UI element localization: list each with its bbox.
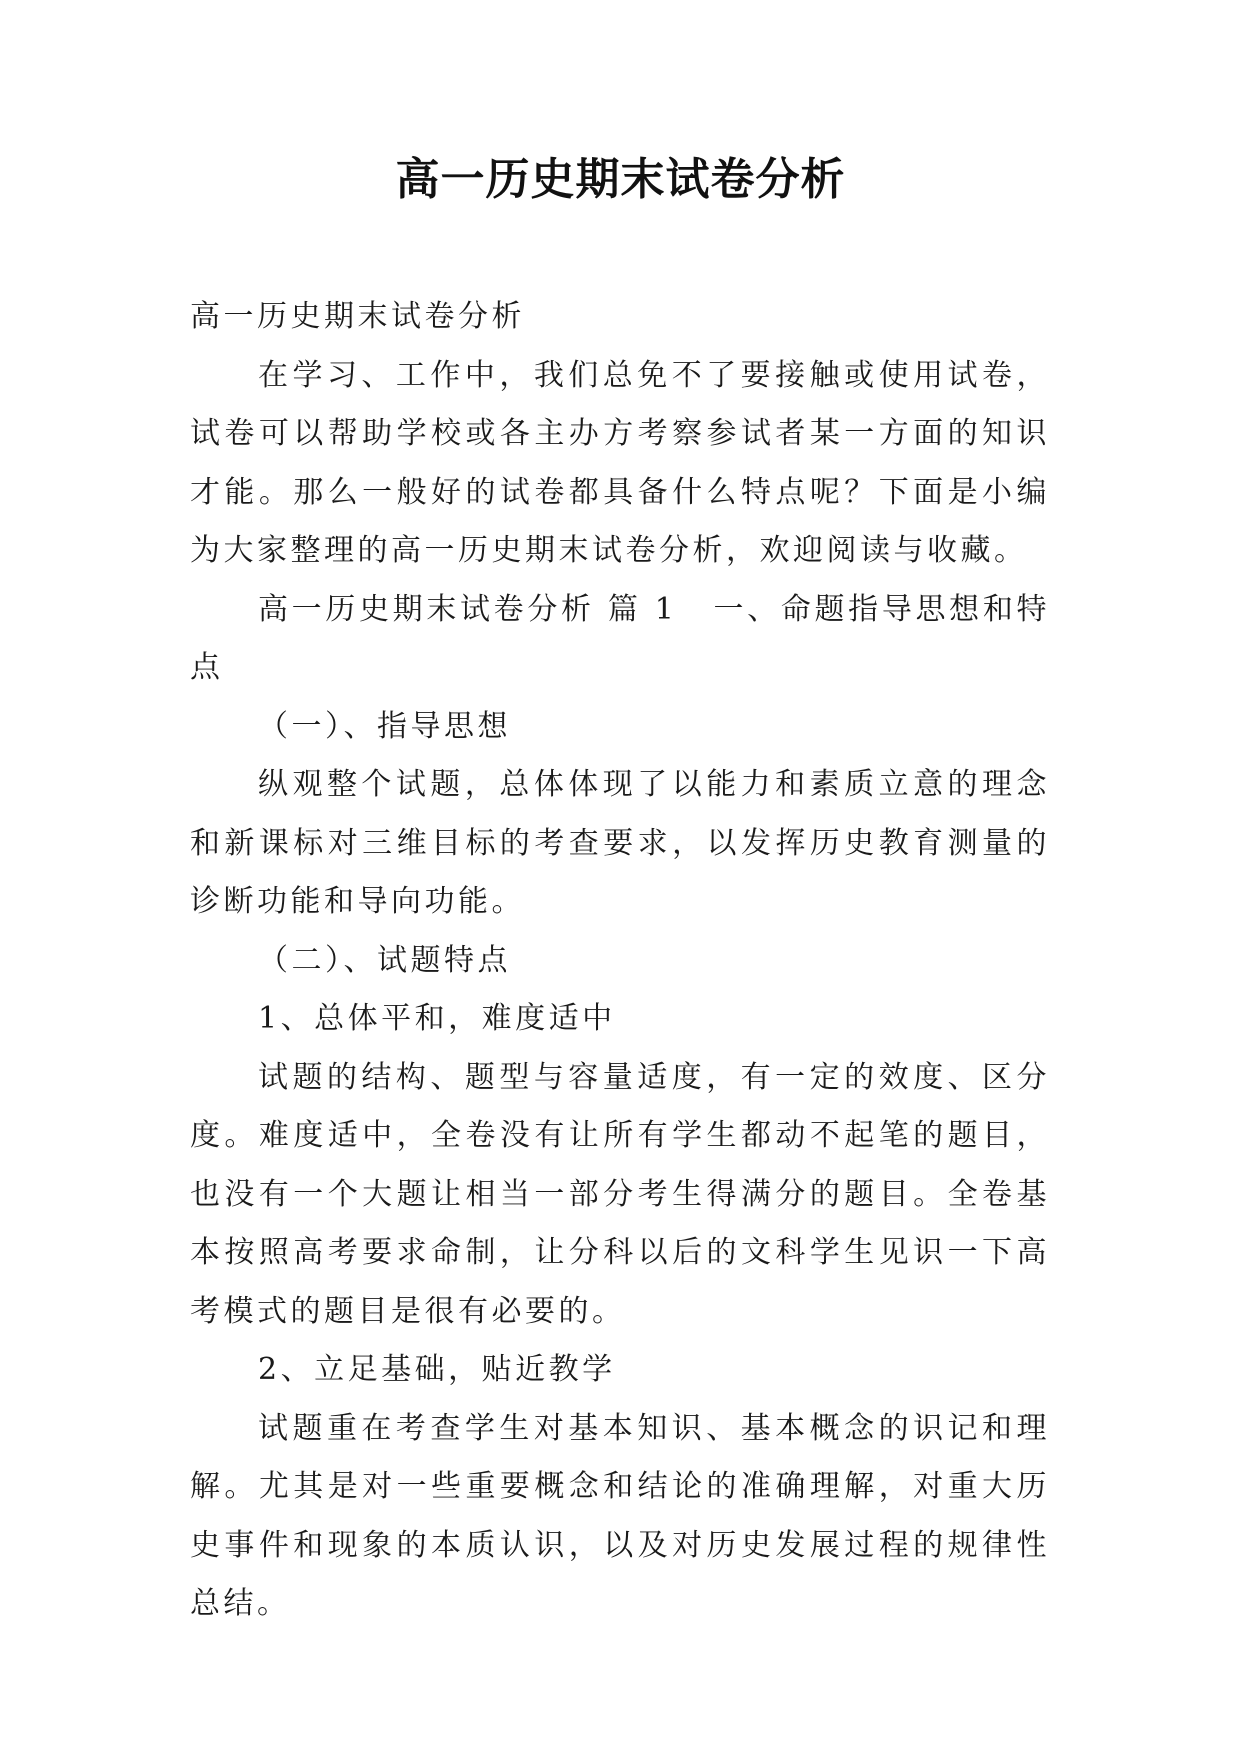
document-body [190, 288, 1050, 1634]
point-paragraph-2: 试题重在考查学生对基本知识、基本概念的识记和理解。尤其是对一些重要概念和结论的准确理解，对重大历史事件和现象的本质认识，以及对历史发展过程的规律性总结。 [190, 1410, 1050, 1621]
subtitle: 高一历史期末试卷分析 [190, 299, 525, 334]
article-heading-part-a: 高一历史期末试卷分析 篇 1 [258, 591, 678, 627]
point-paragraph-1: 试题的结构、题型与容量适度，有一定的效度、区分度。难度适中，全卷没有让所有学生都动不起笔的题目，也没有一个大题让相当一部分考生得满分的题目。全卷基本按照高考要求命制，让分科以后的文科学生见识一下高考模式的题目是很有必要的。 [190, 1059, 1050, 1329]
intro-paragraph: 在学习、工作中，我们总免不了要接触或使用试卷，试卷可以帮助学校或各主办方考察参试者某一方面的知识才能。那么一般好的试卷都具备什么特点呢？下面是小编为大家整理的高一历史期末试卷分析，欢迎阅读与收藏。 [190, 357, 1050, 568]
document-title: 高一历史期末试卷分析 [395, 154, 846, 205]
point-heading-1: 1、总体平和，难度适中 [258, 1001, 616, 1036]
article-heading [190, 581, 1050, 698]
section-paragraph-guiding-idea: 纵观整个试题，总体体现了以能力和素质立意的理念和新课标对三维目标的考查要求，以发挥历史教育测量的诊断功能和导向功能。 [190, 767, 1050, 919]
section-heading-features: （二）、试题特点 [258, 942, 511, 978]
article-heading-part-b: 一、命题指导思想和特点 [190, 591, 1050, 685]
section-heading-guiding-idea: （一）、指导思想 [258, 708, 511, 744]
point-heading-2: 2、立足基础，贴近教学 [258, 1352, 616, 1387]
